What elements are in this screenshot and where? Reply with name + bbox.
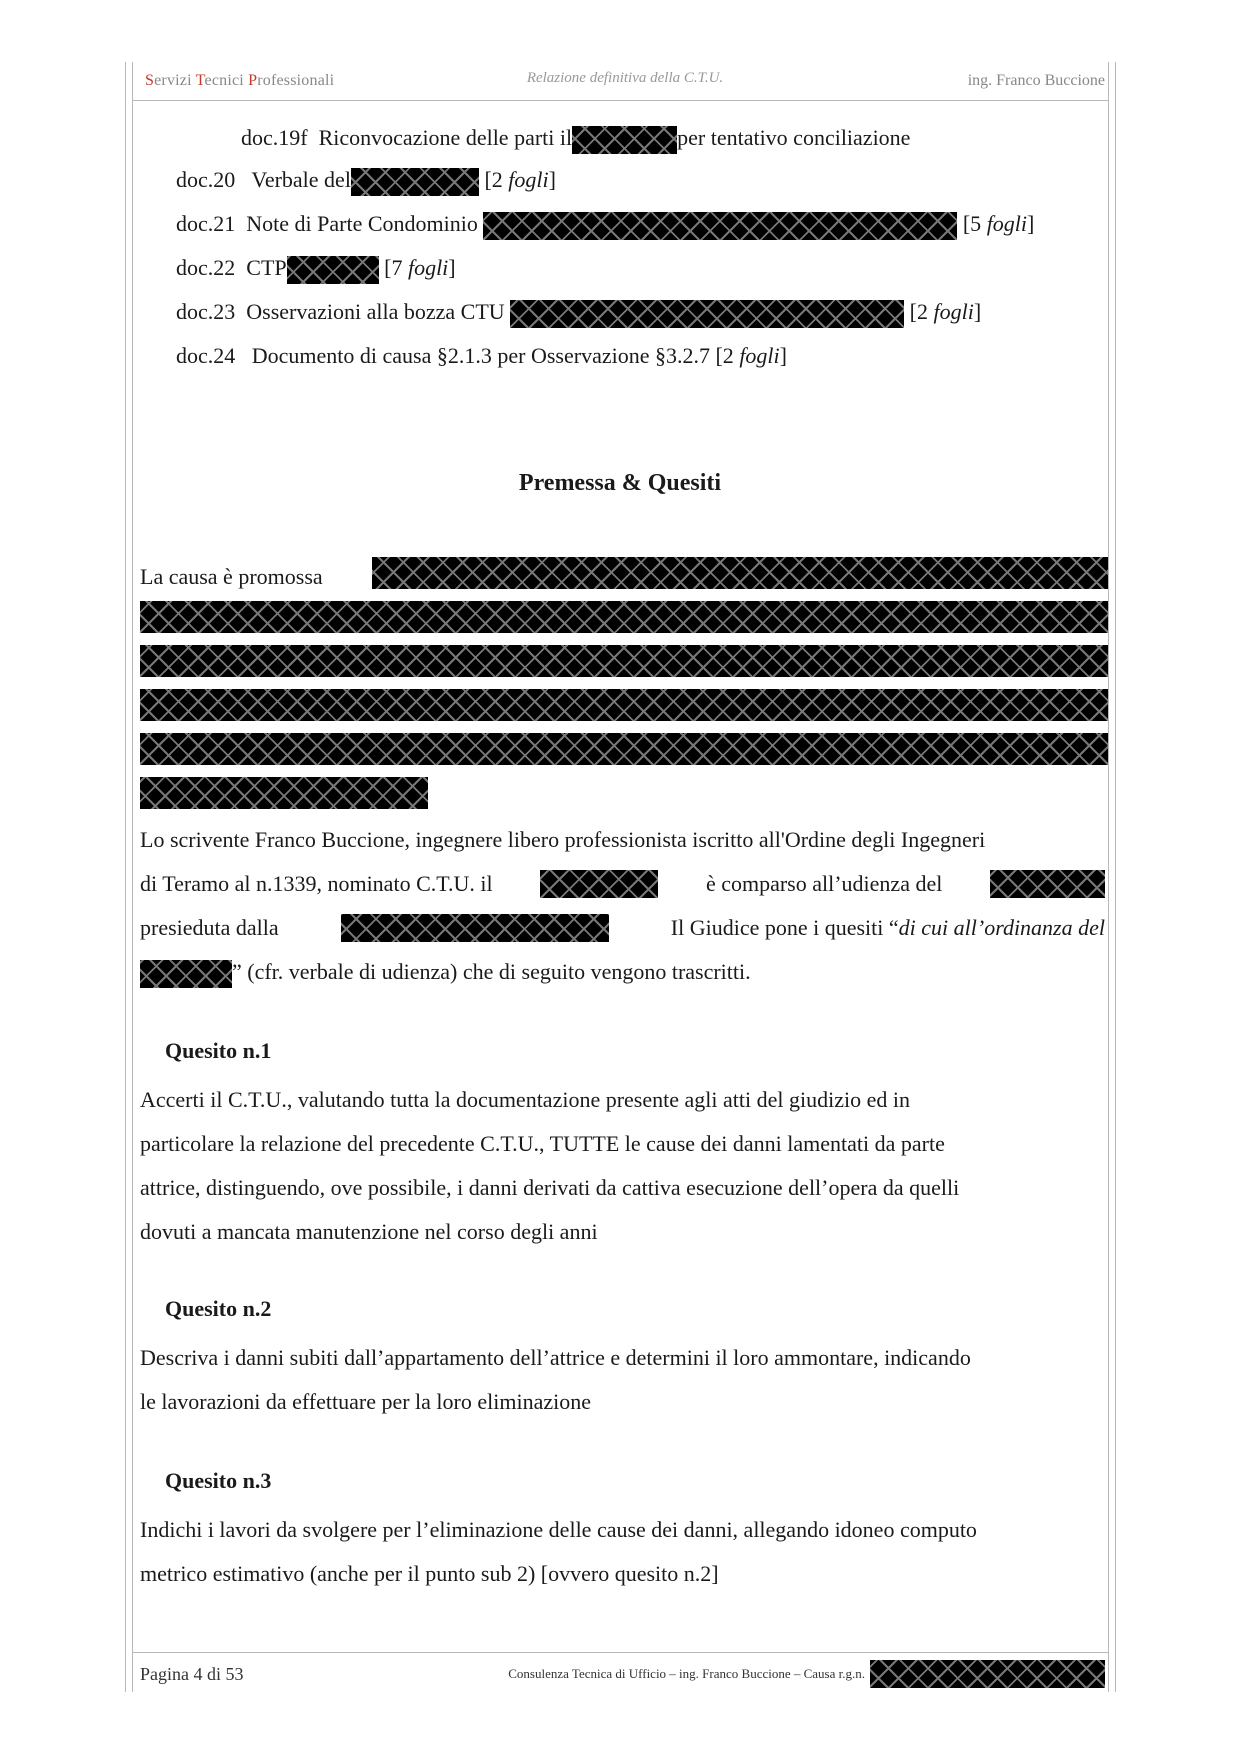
appointment-paragraph: Lo scrivente Franco Buccione, ingegnere libero professionista iscritto all'Ordine degli Ingegneri di Teramo al n.1339, nominato C.T.U. il è comparso all’udienza del presieduta dalla Il Giudice pone i quesiti “di cui all’ordinanza del ” (cfr. verbale di udienza) che di seguito vengono trascritti. [140, 818, 1105, 994]
header-rule [132, 100, 1109, 101]
list-item: doc.23 Osservazioni alla bozza CTU [2 fogli] [176, 296, 981, 328]
redaction-block [540, 870, 658, 898]
header-company: Servizi Tecnici Professionali [145, 72, 335, 89]
redaction-block [140, 689, 1108, 721]
quesito-title: Quesito n.2 [165, 1296, 272, 1321]
redaction-block [140, 960, 232, 988]
redaction-block [990, 870, 1105, 898]
redaction-block [140, 777, 428, 809]
quesito-title: Quesito n.3 [165, 1468, 272, 1493]
redaction-block [341, 914, 609, 942]
redaction-block [140, 733, 1108, 765]
header-document-title: Relazione definitiva della C.T.U. [526, 70, 724, 86]
frame-left-outer [125, 62, 126, 1692]
redaction-block [140, 645, 1108, 677]
page-header [145, 68, 1105, 98]
header-author: ing. Franco Buccione [967, 72, 1105, 89]
list-item: doc.21 Note di Parte Condominio [5 fogli] [176, 208, 1034, 240]
frame-right-outer [1115, 62, 1116, 1692]
redaction-block [372, 557, 1108, 589]
redaction-block [287, 256, 379, 284]
quesito-body: Descriva i danni subiti dall’appartamento dell’attrice e determini il loro ammontare, indicando le lavorazioni da effettuare per la loro eliminazione [140, 1345, 971, 1414]
list-item: doc.20 Verbale del [2 fogli] [176, 164, 556, 196]
quesito-body: Indichi i lavori da svolgere per l’eliminazione delle cause dei danni, allegando idoneo computo metrico estimativo (anche per il punto sub 2) [ovvero quesito n.2] [140, 1517, 977, 1586]
frame-left-inner [132, 62, 133, 1692]
page-number: Pagina 4 di 53 [140, 1664, 244, 1684]
quesito-title: Quesito n.1 [165, 1038, 272, 1063]
list-item: doc.19f Riconvocazione delle parti il per tentativo conciliazione [241, 122, 910, 154]
footer-rule [132, 1652, 1109, 1653]
intro-paragraph: La causa è promossa [140, 555, 1105, 819]
quesito-body: Accerti il C.T.U., valutando tutta la documentazione presente agli atti del giudizio ed in particolare la relazione del precedente C.T.U., TUTTE le cause dei danni lamentati da parte attrice, distinguendo, ove possibile, i danni derivati da cattiva esecuzione dell’opera da quelli dovuti a mancata manutenzione nel corso degli anni [140, 1087, 960, 1244]
redaction-block [572, 126, 677, 154]
section-title: Premessa & Quesiti [518, 470, 722, 496]
list-item: doc.22 CTP [7 fogli] [176, 252, 456, 284]
page-footer [140, 1660, 1105, 1690]
redaction-block [351, 168, 479, 196]
footer-case-reference: Consulenza Tecnica di Ufficio – ing. Franco Buccione – Causa r.g.n. [508, 1666, 865, 1681]
redaction-block [510, 300, 904, 328]
list-item: doc.24 Documento di causa §2.1.3 per Osservazione §3.2.7 [2 fogli] [176, 343, 787, 368]
redaction-block [870, 1660, 1105, 1688]
frame-right-inner [1108, 62, 1109, 1692]
redaction-block [140, 601, 1108, 633]
redaction-block [483, 212, 957, 240]
